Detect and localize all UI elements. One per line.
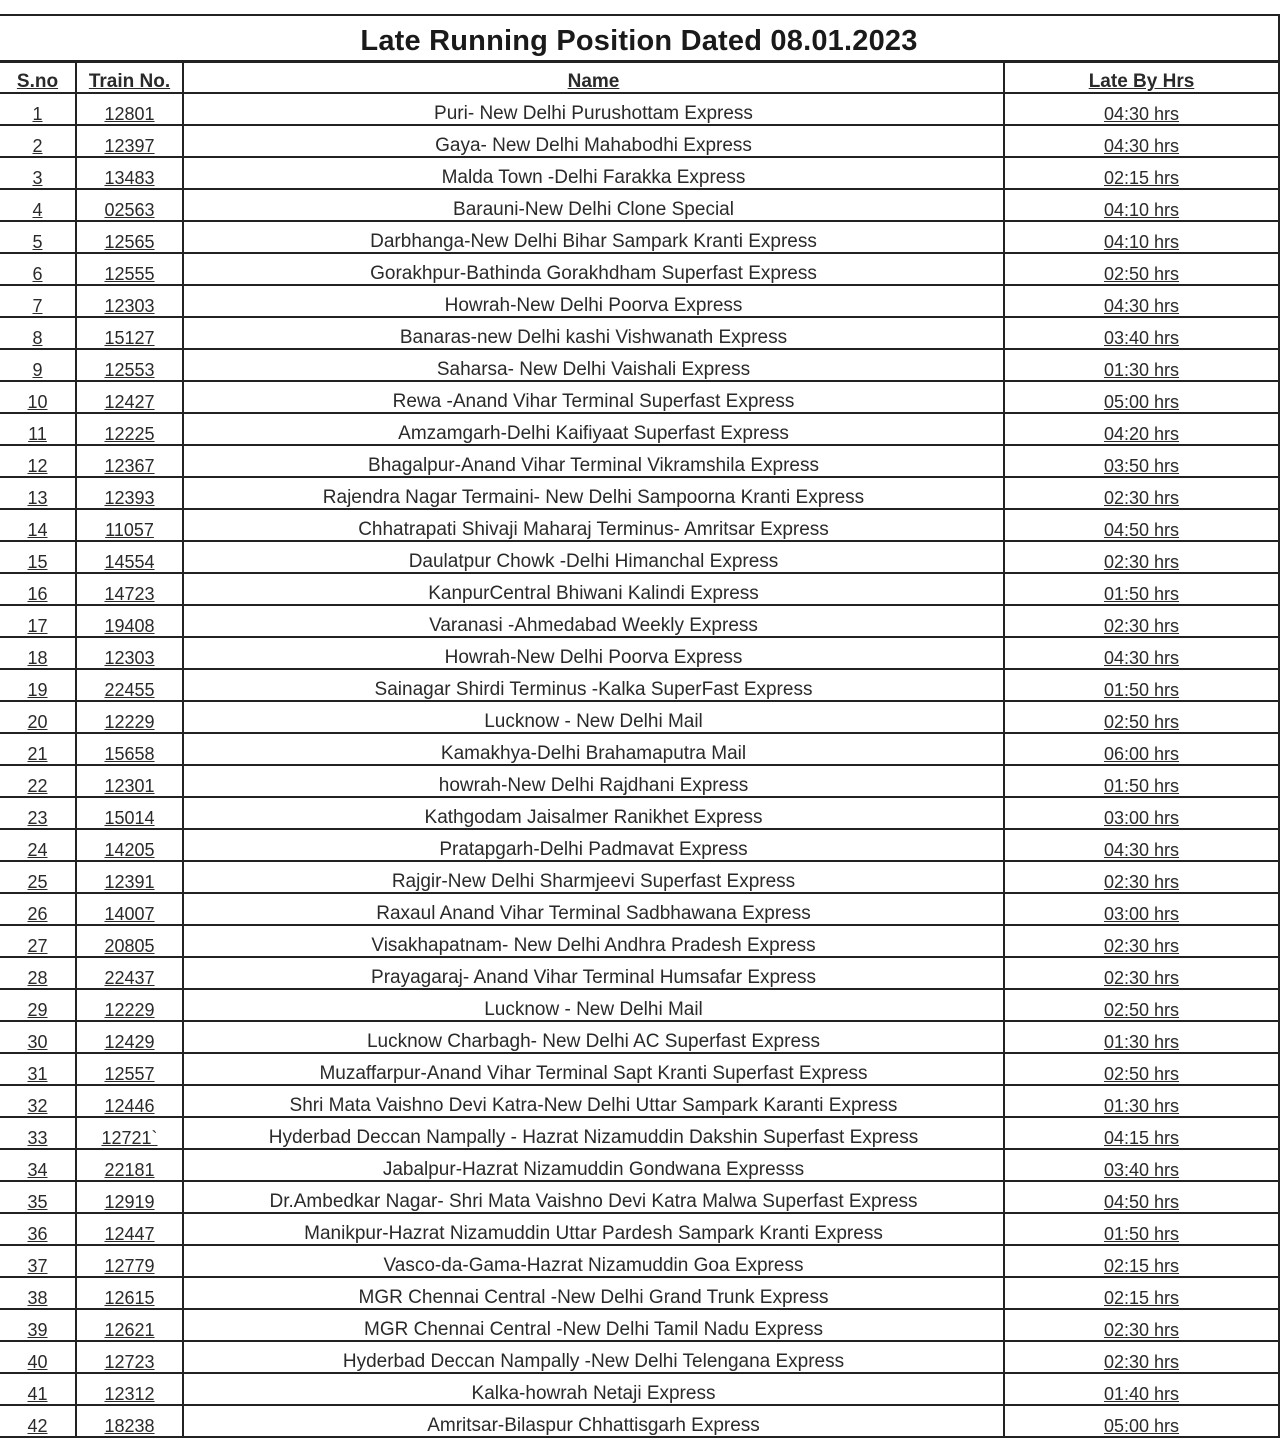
cell-train-no: 15014	[76, 797, 183, 829]
cell-train-no: 12303	[76, 285, 183, 317]
cell-train-name: Shri Mata Vaishno Devi Katra-New Delhi Uttar Sampark Karanti Express	[183, 1085, 1004, 1117]
cell-train-name: Jabalpur-Hazrat Nizamuddin Gondwana Expresss	[183, 1149, 1004, 1181]
cell-sno: 27	[0, 925, 76, 957]
cell-late-by: 04:30 hrs	[1004, 829, 1278, 861]
cell-train-name: Gorakhpur-Bathinda Gorakhdham Superfast Express	[183, 253, 1004, 285]
cell-sno: 32	[0, 1085, 76, 1117]
cell-late-by: 04:30 hrs	[1004, 125, 1278, 157]
cell-late-by: 01:30 hrs	[1004, 349, 1278, 381]
cell-train-name: howrah-New Delhi Rajdhani Express	[183, 765, 1004, 797]
cell-train-no: 12555	[76, 253, 183, 285]
cell-train-no: 12429	[76, 1021, 183, 1053]
cell-train-no: 18238	[76, 1405, 183, 1437]
table-row	[0, 541, 1278, 573]
table-row	[0, 733, 1278, 765]
cell-late-by: 02:15 hrs	[1004, 1245, 1278, 1277]
cell-sno: 33	[0, 1117, 76, 1149]
cell-train-name: Barauni-New Delhi Clone Special	[183, 189, 1004, 221]
cell-sno: 4	[0, 189, 76, 221]
cell-sno: 11	[0, 413, 76, 445]
cell-sno: 10	[0, 381, 76, 413]
cell-train-no: 12621	[76, 1309, 183, 1341]
column-header-late-by: Late By Hrs	[1004, 63, 1278, 93]
cell-sno: 31	[0, 1053, 76, 1085]
table-row	[0, 93, 1278, 125]
cell-late-by: 01:30 hrs	[1004, 1085, 1278, 1117]
cell-train-name: Darbhanga-New Delhi Bihar Sampark Kranti Express	[183, 221, 1004, 253]
cell-train-no: 11057	[76, 509, 183, 541]
cell-late-by: 01:50 hrs	[1004, 669, 1278, 701]
table-row	[0, 317, 1278, 349]
cell-train-name: Amzamgarh-Delhi Kaifiyaat Superfast Express	[183, 413, 1004, 445]
cell-train-name: Kathgodam Jaisalmer Ranikhet Express	[183, 797, 1004, 829]
cell-train-name: Gaya- New Delhi Mahabodhi Express	[183, 125, 1004, 157]
cell-train-no: 13483	[76, 157, 183, 189]
cell-train-name: Muzaffarpur-Anand Vihar Terminal Sapt Kranti Superfast Express	[183, 1053, 1004, 1085]
cell-train-no: 19408	[76, 605, 183, 637]
cell-sno: 41	[0, 1373, 76, 1405]
cell-train-no: 12615	[76, 1277, 183, 1309]
cell-late-by: 01:40 hrs	[1004, 1373, 1278, 1405]
cell-late-by: 02:30 hrs	[1004, 957, 1278, 989]
table-row	[0, 925, 1278, 957]
table-row	[0, 477, 1278, 509]
cell-late-by: 02:30 hrs	[1004, 605, 1278, 637]
table-row	[0, 413, 1278, 445]
cell-sno: 19	[0, 669, 76, 701]
cell-train-name: Manikpur-Hazrat Nizamuddin Uttar Pardesh Sampark Kranti Express	[183, 1213, 1004, 1245]
cell-train-no: 12225	[76, 413, 183, 445]
cell-train-no: 12557	[76, 1053, 183, 1085]
cell-late-by: 05:00 hrs	[1004, 381, 1278, 413]
cell-sno: 37	[0, 1245, 76, 1277]
table-row	[0, 189, 1278, 221]
cell-late-by: 02:50 hrs	[1004, 989, 1278, 1021]
cell-train-no: 12779	[76, 1245, 183, 1277]
cell-train-name: Hyderbad Deccan Nampally -New Delhi Telengana Express	[183, 1341, 1004, 1373]
cell-train-name: Howrah-New Delhi Poorva Express	[183, 285, 1004, 317]
cell-train-name: Kamakhya-Delhi Brahamaputra Mail	[183, 733, 1004, 765]
table-row	[0, 125, 1278, 157]
cell-sno: 38	[0, 1277, 76, 1309]
cell-train-name: Vasco-da-Gama-Hazrat Nizamuddin Goa Express	[183, 1245, 1004, 1277]
cell-sno: 13	[0, 477, 76, 509]
cell-late-by: 04:30 hrs	[1004, 93, 1278, 125]
cell-train-name: Lucknow - New Delhi Mail	[183, 989, 1004, 1021]
cell-train-no: 12565	[76, 221, 183, 253]
cell-sno: 2	[0, 125, 76, 157]
cell-late-by: 04:10 hrs	[1004, 221, 1278, 253]
table-header-row	[0, 63, 1278, 93]
column-header-name: Name	[183, 63, 1004, 93]
table-row	[0, 957, 1278, 989]
cell-train-name: Dr.Ambedkar Nagar- Shri Mata Vaishno Devi Katra Malwa Superfast Express	[183, 1181, 1004, 1213]
column-header-sno: S.no	[0, 63, 76, 93]
cell-late-by: 02:30 hrs	[1004, 861, 1278, 893]
cell-train-no: 12393	[76, 477, 183, 509]
table-row	[0, 349, 1278, 381]
cell-sno: 26	[0, 893, 76, 925]
cell-sno: 1	[0, 93, 76, 125]
table-row	[0, 1149, 1278, 1181]
cell-late-by: 04:20 hrs	[1004, 413, 1278, 445]
cell-late-by: 02:30 hrs	[1004, 477, 1278, 509]
cell-sno: 23	[0, 797, 76, 829]
cell-sno: 28	[0, 957, 76, 989]
cell-train-name: Prayagaraj- Anand Vihar Terminal Humsafar Express	[183, 957, 1004, 989]
cell-sno: 21	[0, 733, 76, 765]
cell-train-no: 22437	[76, 957, 183, 989]
cell-late-by: 02:50 hrs	[1004, 701, 1278, 733]
cell-train-no: 12446	[76, 1085, 183, 1117]
cell-train-name: Malda Town -Delhi Farakka Express	[183, 157, 1004, 189]
cell-sno: 25	[0, 861, 76, 893]
cell-train-no: 12553	[76, 349, 183, 381]
cell-late-by: 02:15 hrs	[1004, 157, 1278, 189]
late-running-sheet	[0, 14, 1280, 1438]
cell-late-by: 04:30 hrs	[1004, 285, 1278, 317]
table-row	[0, 989, 1278, 1021]
cell-late-by: 01:50 hrs	[1004, 765, 1278, 797]
cell-train-no: 14007	[76, 893, 183, 925]
cell-sno: 5	[0, 221, 76, 253]
table-row	[0, 221, 1278, 253]
cell-late-by: 04:30 hrs	[1004, 637, 1278, 669]
table-row	[0, 573, 1278, 605]
table-row	[0, 1181, 1278, 1213]
table-row	[0, 1085, 1278, 1117]
table-row	[0, 1213, 1278, 1245]
cell-train-no: 14723	[76, 573, 183, 605]
cell-train-no: 12427	[76, 381, 183, 413]
cell-train-name: Pratapgarh-Delhi Padmavat Express	[183, 829, 1004, 861]
table-row	[0, 285, 1278, 317]
cell-train-no: 22181	[76, 1149, 183, 1181]
table-row	[0, 893, 1278, 925]
table-row	[0, 701, 1278, 733]
cell-train-name: Kalka-howrah Netaji Express	[183, 1373, 1004, 1405]
cell-train-name: Hyderbad Deccan Nampally - Hazrat Nizamuddin Dakshin Superfast Express	[183, 1117, 1004, 1149]
cell-sno: 17	[0, 605, 76, 637]
cell-train-no: 12801	[76, 93, 183, 125]
cell-sno: 9	[0, 349, 76, 381]
cell-late-by: 06:00 hrs	[1004, 733, 1278, 765]
table-row	[0, 1341, 1278, 1373]
cell-train-name: Lucknow - New Delhi Mail	[183, 701, 1004, 733]
cell-train-no: 12447	[76, 1213, 183, 1245]
cell-train-no: 14205	[76, 829, 183, 861]
table-row	[0, 1021, 1278, 1053]
cell-train-no: 15127	[76, 317, 183, 349]
cell-late-by: 03:40 hrs	[1004, 1149, 1278, 1181]
cell-train-name: Amritsar-Bilaspur Chhattisgarh Express	[183, 1405, 1004, 1437]
cell-late-by: 03:00 hrs	[1004, 893, 1278, 925]
table-row	[0, 1405, 1278, 1437]
cell-sno: 14	[0, 509, 76, 541]
cell-train-no: 12303	[76, 637, 183, 669]
cell-train-name: Saharsa- New Delhi Vaishali Express	[183, 349, 1004, 381]
cell-train-no: 12367	[76, 445, 183, 477]
cell-late-by: 02:50 hrs	[1004, 253, 1278, 285]
cell-train-no: 12312	[76, 1373, 183, 1405]
cell-sno: 16	[0, 573, 76, 605]
cell-train-no: 20805	[76, 925, 183, 957]
cell-train-name: KanpurCentral Bhiwani Kalindi Express	[183, 573, 1004, 605]
cell-sno: 18	[0, 637, 76, 669]
cell-late-by: 05:00 hrs	[1004, 1405, 1278, 1437]
cell-late-by: 02:30 hrs	[1004, 1309, 1278, 1341]
cell-train-no: 12723	[76, 1341, 183, 1373]
table-row	[0, 1309, 1278, 1341]
cell-train-name: Lucknow Charbagh- New Delhi AC Superfast Express	[183, 1021, 1004, 1053]
cell-train-name: Bhagalpur-Anand Vihar Terminal Vikramshila Express	[183, 445, 1004, 477]
table-row	[0, 1277, 1278, 1309]
cell-sno: 7	[0, 285, 76, 317]
cell-late-by: 03:00 hrs	[1004, 797, 1278, 829]
cell-train-no: 22455	[76, 669, 183, 701]
cell-late-by: 04:50 hrs	[1004, 509, 1278, 541]
cell-train-name: Chhatrapati Shivaji Maharaj Terminus- Amritsar Express	[183, 509, 1004, 541]
cell-train-no: 12721`	[76, 1117, 183, 1149]
cell-sno: 24	[0, 829, 76, 861]
cell-late-by: 01:30 hrs	[1004, 1021, 1278, 1053]
cell-train-no: 12301	[76, 765, 183, 797]
cell-sno: 22	[0, 765, 76, 797]
cell-sno: 39	[0, 1309, 76, 1341]
cell-late-by: 04:50 hrs	[1004, 1181, 1278, 1213]
cell-train-no: 14554	[76, 541, 183, 573]
cell-sno: 8	[0, 317, 76, 349]
cell-late-by: 01:50 hrs	[1004, 1213, 1278, 1245]
cell-train-no: 15658	[76, 733, 183, 765]
cell-late-by: 02:50 hrs	[1004, 1053, 1278, 1085]
table-row	[0, 669, 1278, 701]
cell-train-no: 02563	[76, 189, 183, 221]
cell-train-name: Sainagar Shirdi Terminus -Kalka SuperFast Express	[183, 669, 1004, 701]
cell-train-name: Banaras-new Delhi kashi Vishwanath Express	[183, 317, 1004, 349]
cell-sno: 6	[0, 253, 76, 285]
table-row	[0, 765, 1278, 797]
cell-train-name: Rewa -Anand Vihar Terminal Superfast Express	[183, 381, 1004, 413]
cell-late-by: 03:50 hrs	[1004, 445, 1278, 477]
cell-train-name: Varanasi -Ahmedabad Weekly Express	[183, 605, 1004, 637]
table-row	[0, 445, 1278, 477]
cell-train-name: Howrah-New Delhi Poorva Express	[183, 637, 1004, 669]
table-row	[0, 797, 1278, 829]
cell-train-no: 12229	[76, 701, 183, 733]
table-row	[0, 253, 1278, 285]
cell-sno: 35	[0, 1181, 76, 1213]
cell-train-name: Daulatpur Chowk -Delhi Himanchal Express	[183, 541, 1004, 573]
cell-sno: 36	[0, 1213, 76, 1245]
cell-sno: 29	[0, 989, 76, 1021]
cell-train-no: 12229	[76, 989, 183, 1021]
cell-train-no: 12919	[76, 1181, 183, 1213]
cell-sno: 3	[0, 157, 76, 189]
late-running-table	[0, 63, 1278, 1438]
cell-late-by: 04:15 hrs	[1004, 1117, 1278, 1149]
sheet-title: Late Running Position Dated 08.01.2023	[0, 16, 1278, 63]
cell-train-name: Rajendra Nagar Termaini- New Delhi Sampoorna Kranti Express	[183, 477, 1004, 509]
table-row	[0, 1053, 1278, 1085]
table-row	[0, 605, 1278, 637]
cell-sno: 42	[0, 1405, 76, 1437]
table-row	[0, 509, 1278, 541]
table-row	[0, 1117, 1278, 1149]
cell-train-name: Visakhapatnam- New Delhi Andhra Pradesh Express	[183, 925, 1004, 957]
cell-sno: 12	[0, 445, 76, 477]
cell-train-no: 12391	[76, 861, 183, 893]
cell-train-name: Raxaul Anand Vihar Terminal Sadbhawana Express	[183, 893, 1004, 925]
table-row	[0, 1245, 1278, 1277]
cell-train-no: 12397	[76, 125, 183, 157]
cell-sno: 30	[0, 1021, 76, 1053]
cell-sno: 34	[0, 1149, 76, 1181]
table-row	[0, 861, 1278, 893]
column-header-train-no: Train No.	[76, 63, 183, 93]
table-row	[0, 1373, 1278, 1405]
cell-sno: 40	[0, 1341, 76, 1373]
cell-sno: 15	[0, 541, 76, 573]
cell-train-name: MGR Chennai Central -New Delhi Tamil Nadu Express	[183, 1309, 1004, 1341]
cell-train-name: MGR Chennai Central -New Delhi Grand Trunk Express	[183, 1277, 1004, 1309]
table-row	[0, 381, 1278, 413]
cell-train-name: Rajgir-New Delhi Sharmjeevi Superfast Express	[183, 861, 1004, 893]
cell-late-by: 02:15 hrs	[1004, 1277, 1278, 1309]
table-row	[0, 829, 1278, 861]
cell-late-by: 02:30 hrs	[1004, 925, 1278, 957]
cell-late-by: 03:40 hrs	[1004, 317, 1278, 349]
cell-late-by: 04:10 hrs	[1004, 189, 1278, 221]
cell-late-by: 02:30 hrs	[1004, 541, 1278, 573]
table-row	[0, 157, 1278, 189]
table-row	[0, 637, 1278, 669]
cell-late-by: 01:50 hrs	[1004, 573, 1278, 605]
cell-late-by: 02:30 hrs	[1004, 1341, 1278, 1373]
cell-sno: 20	[0, 701, 76, 733]
cell-train-name: Puri- New Delhi Purushottam Express	[183, 93, 1004, 125]
